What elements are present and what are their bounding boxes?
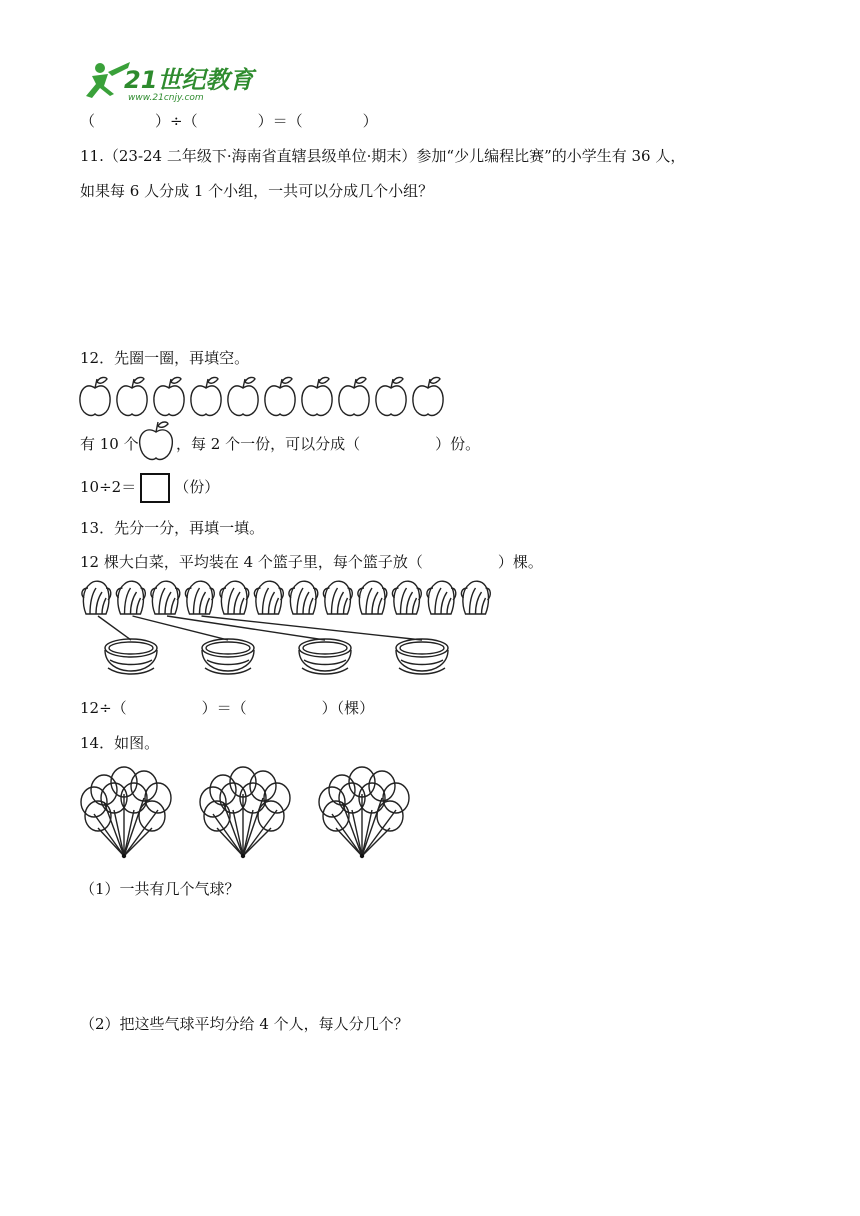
balloon-icon xyxy=(369,771,395,801)
cabbage-icon xyxy=(289,581,318,614)
cabbage-icon xyxy=(358,581,387,614)
answer-box[interactable] xyxy=(140,473,170,503)
q12-title: 12．先圈一圈，再填空。 xyxy=(80,349,250,367)
cabbage-icon xyxy=(461,581,490,614)
balloon-icon xyxy=(359,783,385,813)
balloon-icon xyxy=(339,783,365,813)
apple-icon xyxy=(80,377,110,415)
apple-icon xyxy=(117,377,147,415)
q12-eq-b: （份） xyxy=(174,478,220,496)
q14-sub1: （1）一共有几个气球？ xyxy=(80,880,240,898)
balloon-figure xyxy=(76,762,426,862)
q11-line2: 如果每 6 人分成 1 个小组，一共可以分成几个小组？ xyxy=(80,182,434,200)
cabbage-icon xyxy=(185,581,214,614)
balloon-bunch xyxy=(319,767,409,858)
balloon-icon xyxy=(264,783,290,813)
balloon-icon xyxy=(145,783,171,813)
apple-icon xyxy=(376,377,406,415)
q13-text: 12 棵大白菜，平均装在 4 个篮子里，每个篮子放（ ）棵。 xyxy=(80,553,543,571)
apple-icon xyxy=(154,377,184,415)
q12-eq-a: 10÷2＝ xyxy=(80,478,137,496)
basket-icon xyxy=(299,639,351,674)
apple-row xyxy=(76,374,448,420)
apple-icon xyxy=(136,420,176,464)
balloon-bunch xyxy=(200,767,290,858)
q13-equation: 12÷（ ）＝（ ）（棵） xyxy=(80,699,375,717)
apple-icon xyxy=(413,377,443,415)
cabbage-basket-figure xyxy=(76,574,496,694)
q12-equation xyxy=(80,472,219,503)
basket-icon xyxy=(396,639,448,674)
logo-url: www.21cnjy.com xyxy=(128,93,204,103)
q14-sub2: （2）把这些气球平均分给 4 个人，每人分几个？ xyxy=(80,1015,409,1033)
balloon-icon xyxy=(377,801,403,831)
balloon-icon xyxy=(258,801,284,831)
q10-tail: （ ）÷（ ）＝（ ） xyxy=(80,112,378,130)
cabbage-icon xyxy=(82,581,111,614)
apple-icon xyxy=(191,377,221,415)
cabbage-icon xyxy=(323,581,352,614)
q11-line1: 11.（23-24 二年级下·海南省直辖县级单位·期末）参加“少儿编程比赛”的小学生有 36 人， xyxy=(80,147,686,165)
connector-line xyxy=(202,616,423,640)
q12-fill-b: ，每 2 个一份，可以分成（ ）份。 xyxy=(176,435,481,453)
balloon-icon xyxy=(383,783,409,813)
cabbage-icon xyxy=(427,581,456,614)
cabbage-icon xyxy=(392,581,421,614)
q12-fill-a: 有 10 个 xyxy=(80,435,139,453)
basket-icon xyxy=(202,639,254,674)
connector-line xyxy=(133,616,229,640)
connector-line xyxy=(98,616,131,640)
cabbage-icon xyxy=(254,581,283,614)
apple-icon xyxy=(228,377,258,415)
cabbage-icon xyxy=(151,581,180,614)
connector-line xyxy=(167,616,325,640)
logo xyxy=(78,58,258,104)
q14-title: 14．如图。 xyxy=(80,734,160,752)
balloon-icon xyxy=(139,801,165,831)
balloon-icon xyxy=(220,783,246,813)
balloon-bunch xyxy=(81,767,171,858)
apple-icon xyxy=(265,377,295,415)
apple-icon xyxy=(302,377,332,415)
balloon-icon xyxy=(131,771,157,801)
logo-graphic xyxy=(78,58,258,104)
q13-title: 13．先分一分，再填一填。 xyxy=(80,519,265,537)
cabbage-icon xyxy=(116,581,145,614)
apple-icon xyxy=(339,377,369,415)
balloon-icon xyxy=(250,771,276,801)
basket-icon xyxy=(105,639,157,674)
cabbage-icon xyxy=(220,581,249,614)
balloon-icon xyxy=(240,783,266,813)
balloon-icon xyxy=(101,783,127,813)
logo-brand: 21世纪教育 xyxy=(124,66,254,94)
balloon-icon xyxy=(121,783,147,813)
